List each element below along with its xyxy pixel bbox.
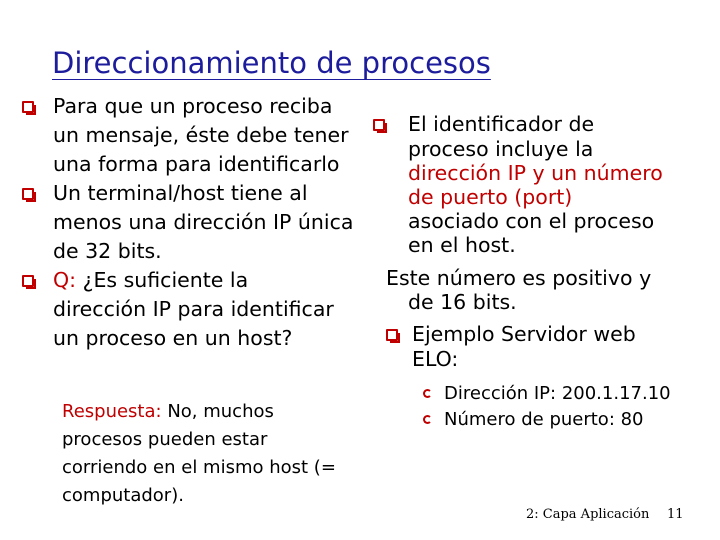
bullet-icon xyxy=(386,329,398,341)
page-number: 11 xyxy=(667,507,684,522)
right-bullet-1-line-4: de puerto (port) xyxy=(408,185,573,209)
left-bullet-1-line-1: Para que un proceso reciba xyxy=(53,94,333,118)
left-bullet-3-line-3: un proceso en un host? xyxy=(53,326,293,350)
left-bullet-1-line-2: un mensaje, éste debe tener xyxy=(53,123,349,147)
answer-block xyxy=(62,398,336,510)
bullet-icon xyxy=(373,119,385,131)
footer-chapter: 2: Capa Aplicación xyxy=(526,507,650,522)
bullet-icon xyxy=(22,275,34,287)
right-bullet-1-line-5: asociado con el proceso xyxy=(408,209,655,233)
bullet-icon xyxy=(22,101,34,113)
question-text: ¿Es suficiente la xyxy=(76,268,249,292)
answer-label: Respuesta: xyxy=(62,401,162,422)
left-bullet-3-line-2: dirección IP para identificar xyxy=(53,297,334,321)
left-bullet-2-line-2: menos una dirección IP única xyxy=(53,210,354,234)
left-bullet-2-line-1: Un terminal/host tiene al xyxy=(53,181,308,205)
answer-line-1 xyxy=(62,398,336,426)
right-continuation-line-2: de 16 bits. xyxy=(408,290,517,314)
answer-line-4: computador). xyxy=(62,485,184,506)
left-bullet-1-line-3: una forma para identificarlo xyxy=(53,152,340,176)
page-title: Direccionamiento de procesos xyxy=(52,46,491,80)
answer-text: No, muchos xyxy=(161,401,274,422)
sub-item-ip: Dirección IP: 200.1.17.10 xyxy=(444,383,671,404)
right-bullet-2-line-2: ELO: xyxy=(412,347,459,371)
sub-bullet-icon xyxy=(423,415,432,424)
answer-line-2: procesos pueden estar xyxy=(62,429,268,450)
question-label: Q: xyxy=(53,268,77,292)
right-bullet-1-line-3: dirección IP y un número xyxy=(408,161,663,185)
sub-bullet-icon xyxy=(423,389,432,398)
right-bullet-1-line-1: El identificador de xyxy=(408,112,595,136)
left-bullet-3-line-1 xyxy=(53,266,248,295)
sub-item-port: Número de puerto: 80 xyxy=(444,409,644,430)
right-bullet-2-line-1: Ejemplo Servidor web xyxy=(412,322,636,346)
bullet-icon xyxy=(22,188,34,200)
right-bullet-1-line-6: en el host. xyxy=(408,233,516,257)
right-bullet-1-line-2: proceso incluye la xyxy=(408,137,594,161)
right-continuation-line-1: Este número es positivo y xyxy=(386,266,652,290)
answer-line-3: corriendo en el mismo host (= xyxy=(62,457,336,478)
left-bullet-2-line-3: de 32 bits. xyxy=(53,239,162,263)
